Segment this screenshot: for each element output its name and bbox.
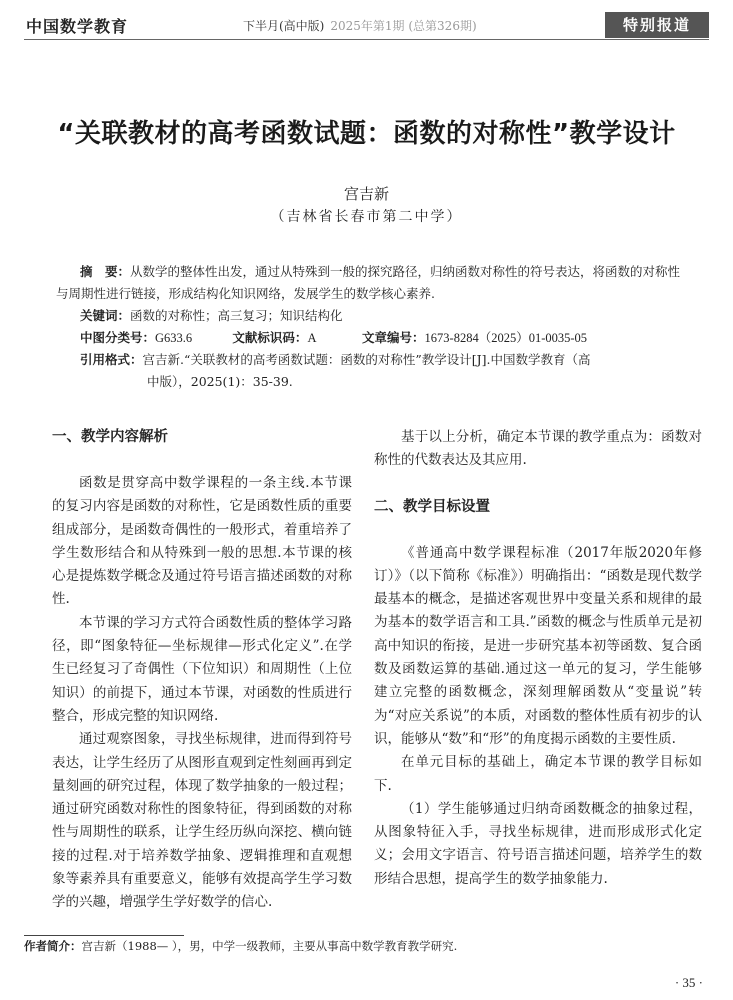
- doc-code-label: 文献标识码：: [232, 330, 308, 345]
- article-title: “关联教材的高考函数试题：函数的对称性”教学设计: [57, 119, 676, 149]
- section-heading-2: 二、教学目标设置: [374, 498, 490, 515]
- issue-main: 下半月(高中版): [243, 19, 325, 33]
- paragraph: （1）学生能够通过归纳奇函数概念的抽象过程，从图象特征入手，寻找坐标规律，进而形成形式化定义；会用文字语言、符号语言描述问题，培养学生的数形结合思想，提高学生的数学抽象能力.: [374, 800, 702, 887]
- paragraph: 通过观察图象，寻找坐标规律，进而得到符号表达，让学生经历了从图形直观到定性刻画再到定量刻画的研究过程，体现了数学抽象的一般过程；通过研究函数对称性的图象特征，得到函数的对称性与周期性的联系，让学生经历纵向深挖、横向链接的过程.对于培养数学抽象、逻辑推理和直观想象等素养具有重要意义，能够有效提高学生学习数学的兴趣，增强学生学好数学的信心.: [52, 731, 352, 911]
- abstract-text: 从数学的整体性出发，通过从特殊到一般的探究路径，归纳函数对称性的符号表达，将函数的对称性与周期性进行链接，形成结构化知识网络，发展学生的数学核心素养.: [56, 264, 681, 301]
- abstract-label: 摘 要：: [80, 264, 131, 279]
- citation-line-2: 中版），2025(1)：35-39.: [147, 374, 293, 389]
- keywords-text: 函数的对称性；高三复习；知识结构化: [130, 308, 343, 323]
- section-tag: 特别报道: [605, 12, 709, 38]
- paragraph: 《普通高中数学课程标准（2017年版2020年修订）》（以下简称《标准》）明确指出：“函数是现代数学最基本的概念，是描述客观世界中变量关系和规律的最为基本的数学语言和工具.”函数的概念与性质单元是初高中知识的衔接，是进一步研究基本初等函数、复合函数及函数运算的基础.通过这一单元的复习，学生能够建立完整的函数概念，深刻理解函数从“变量说”转为“对应关系说”的本质，对函数的整体性质有初步的认识，能够从“数”和“形”的角度揭示函数的主要性质.: [374, 544, 702, 747]
- footnote-text: 宫吉新（1988— ），男，中学一级教师，主要从事高中数学教育教学研究.: [81, 939, 458, 953]
- paragraph: 基于以上分析，确定本节课的教学重点为：函数对称性的代数表达及其应用.: [374, 429, 702, 469]
- author-name: 宫吉新: [343, 185, 389, 203]
- right-column: [374, 426, 702, 891]
- author-bio-footnote: [24, 938, 457, 954]
- author-affiliation: （吉林省长春市第二中学）: [270, 209, 463, 225]
- footnote-label: 作者简介：: [24, 939, 82, 953]
- citation: [80, 349, 690, 393]
- page-number: · 35 ·: [674, 975, 703, 990]
- issue-info: [243, 17, 477, 34]
- doc-code-value: A: [307, 331, 316, 345]
- citation-line-1: 宫吉新.“关联教材的高考函数试题：函数的对称性”教学设计[J].中国数学教育（高: [142, 352, 591, 367]
- issue-sub: 2025年第1期 (总第326期): [330, 19, 477, 33]
- header-divider: [24, 39, 709, 40]
- paragraph: 本节课的学习方式符合函数性质的整体学习路径，即“图象特征—坐标规律—形式化定义”.在学生已经复习了奇偶性（下位知识）和周期性（上位知识）的前提下，通过本节课，对函数的性质进行整合，形成完整的知识网络.: [52, 614, 352, 724]
- running-header: [0, 0, 733, 44]
- paragraph: 函数是贯穿高中数学课程的一条主线.本节课的复习内容是函数的对称性，它是函数性质的重要组成部分，是函数奇偶性的一般形式，着重培养了学生数形结合和从特殊到一般的思想.本节课的核心是提炼数学概念及通过符号语言描述函数的对称性.: [52, 475, 352, 608]
- keywords: [80, 305, 710, 327]
- paragraph: 在单元目标的基础上，确定本节课的教学目标如下.: [374, 754, 702, 794]
- article-no-label: 文章编号：: [362, 330, 425, 345]
- footnote-divider: [24, 935, 184, 936]
- abstract: [56, 261, 686, 305]
- keywords-label: 关键词：: [80, 308, 131, 323]
- section-heading-1: 一、教学内容解析: [52, 429, 168, 445]
- left-column: [52, 426, 352, 915]
- article-no-value: 1673-8284（2025）01-0035-05: [424, 331, 588, 345]
- clc-label: 中图分类号：: [80, 330, 156, 345]
- clc-value: G633.6: [155, 331, 193, 345]
- journal-name: 中国数学教育: [26, 17, 129, 36]
- citation-label: 引用格式：: [80, 352, 143, 367]
- classification-line: [80, 327, 710, 349]
